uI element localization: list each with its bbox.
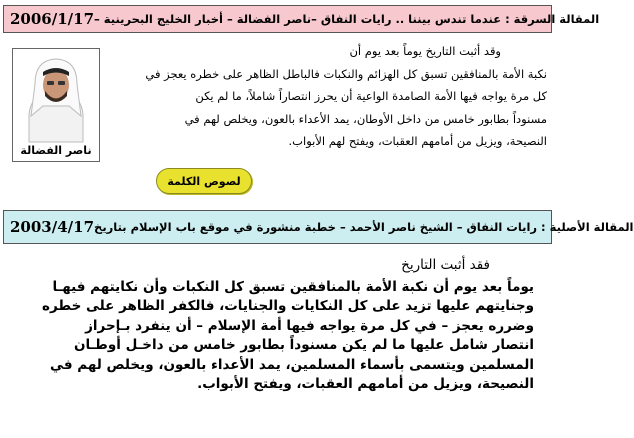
stolen-article-date: 2006/1/17	[10, 10, 95, 28]
author-portrait-image	[21, 54, 91, 142]
stolen-article-header	[3, 5, 600, 33]
original-article-text	[20, 256, 534, 395]
original-line: المسلمين ويتسمى بأسماء المسلمين، يمد الأعداء بالعون، ويخلص لهم في	[50, 356, 534, 373]
original-article-date: 2003/4/17	[10, 218, 95, 236]
original-line: وجنايتهم عليها تزيد على كل النكايات والجنايات، فالكفر الظاهر على خطره	[42, 298, 534, 314]
stolen-article-title: المقالة السرقة : عندما تندس بيننا .. رايات النفاق –ناصر الفضالة – أخبار الخليج البحرينية –	[94, 12, 600, 26]
original-opening-line: فقد أثبت التاريخ	[401, 257, 490, 273]
original-line: وضرره يعجز – في كل مرة يواجه فيها أمة الإسلام – أن ينفرد بـإحراز	[85, 317, 534, 334]
original-line: النصيحة، ويزيل من أمامهم العقبات، ويفتح الأبواب.	[197, 376, 534, 392]
excerpt-line: كل مرة يواجه فيها الأمة الصامدة الواعية أن يحرز انتصاراً شاملاً، ما لم يكن	[195, 89, 547, 103]
excerpt-line: وقد أثبت التاريخ يوماً بعد يوم أن	[349, 44, 501, 58]
original-line: انتصار شامل عليها ما لم يكن مسنوداً بطابور خامس من داخـل أوطـان	[73, 337, 534, 353]
author-photo	[12, 48, 100, 162]
original-article-header	[3, 210, 634, 244]
excerpt-line: النصيحة، ويزيل من أمامهم العقبات، ويفتح لهم الأبواب.	[288, 134, 547, 148]
excerpt-line: نكبة الأمة بالمنافقين تسبق كل الهزائم والنكبات فالباطل الظاهر على خطره يعجز في	[145, 66, 547, 81]
original-line: يوماً بعد يوم أن نكبة الأمة بالمنافقين تسبق كل النكبات وأن نكايتهم فيهـا	[52, 278, 534, 295]
author-name-caption: ناصر الفضالة	[20, 144, 92, 157]
stolen-article-excerpt	[110, 40, 547, 153]
thieves-of-the-word-button[interactable]: لصوص الكلمة	[156, 168, 252, 194]
original-article-title: المقالة الأصلية : رايات النفاق – الشيخ ناصر الأحمد – خطبة منشورة في موقع باب الإسلام بتاريخ	[94, 220, 634, 234]
excerpt-line: مسنوداً بطابور خامس من داخل الأوطان، يمد الأعداء بالعون، ويخلص لهم في	[184, 111, 547, 126]
